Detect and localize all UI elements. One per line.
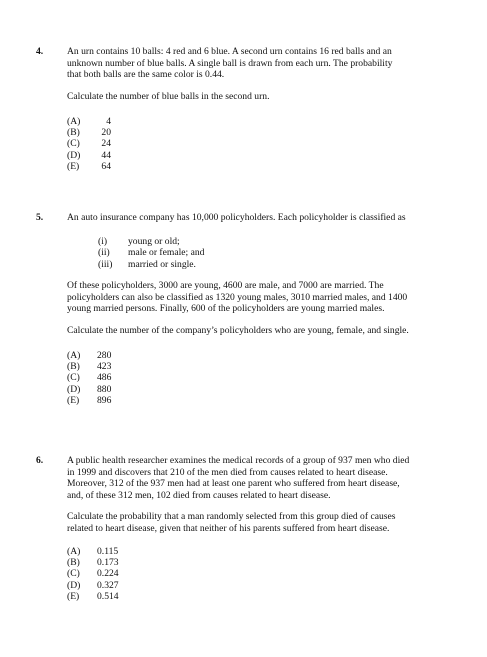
problem-body: [67, 455, 467, 602]
classification-item: [98, 259, 487, 271]
answer-choice[interactable]: [67, 350, 467, 361]
answer-choices: [67, 350, 467, 406]
question-line: Calculate the probability that a man randomly selected from this group died of causes: [67, 511, 396, 522]
choice-value: 423: [97, 361, 112, 373]
answer-choice[interactable]: [67, 546, 467, 557]
answer-choice[interactable]: [67, 568, 467, 579]
stem-line: unknown number of blue balls. A single ball is drawn from each urn. The probability: [67, 57, 393, 69]
classification-label: (ii): [98, 247, 110, 258]
classification-list: [98, 236, 487, 271]
stem-line: Moreover, 312 of the 937 men had at least one parent who suffered from heart disease,: [67, 478, 400, 489]
answer-choice[interactable]: [67, 116, 467, 127]
answer-choice[interactable]: [67, 138, 467, 149]
choice-label: (D): [67, 383, 81, 395]
choice-value: 4: [106, 116, 111, 127]
stem-line: Of these policyholders, 3000 are young, 4600 are male, and 7000 are married. The: [67, 280, 384, 291]
choice-label: (C): [67, 372, 80, 384]
classification-label: (i): [98, 235, 108, 247]
choice-label: (B): [67, 127, 80, 139]
problem-body: [67, 46, 467, 172]
choice-value: 0.115: [97, 546, 119, 557]
question-line: related to heart disease, given that neither of his parents suffered from heart disease.: [67, 522, 390, 534]
choice-label: (E): [67, 590, 80, 602]
choice-value: 896: [97, 394, 112, 406]
choice-label: (E): [67, 160, 80, 172]
choice-label: (A): [67, 350, 81, 361]
intro-line: An auto insurance company has 10,000 policyholders. Each policyholder is classified as: [67, 212, 406, 223]
choice-value: 880: [97, 383, 112, 395]
answer-choice[interactable]: [67, 161, 467, 172]
answer-choice[interactable]: [67, 591, 467, 602]
choice-value: 44: [101, 149, 111, 161]
answer-choice[interactable]: [67, 127, 467, 138]
stem-line: in 1999 and discovers that 210 of the men died from causes related to heart disease.: [67, 466, 388, 478]
choice-label: (A): [67, 546, 81, 557]
answer-choices: [67, 116, 467, 172]
choice-value: 0.514: [97, 590, 119, 602]
problem-stem: [67, 46, 467, 81]
classification-text: male or female; and: [128, 247, 205, 258]
choice-value: 24: [101, 138, 111, 150]
problem-question: [67, 325, 467, 337]
choice-value: 0.224: [97, 568, 119, 580]
problem-number: 4.: [36, 46, 44, 57]
choice-value: 20: [101, 127, 111, 139]
choice-value: 280: [97, 350, 112, 361]
answer-choice[interactable]: [67, 395, 467, 406]
problem-stem: [67, 280, 467, 315]
answer-choice[interactable]: [67, 557, 467, 568]
stem-line: and, of these 312 men, 102 died from causes related to heart disease.: [67, 489, 331, 501]
answer-choices: [67, 546, 467, 602]
choice-value: 0.327: [97, 579, 119, 591]
choice-label: (C): [67, 568, 80, 580]
problem-body: [67, 212, 467, 406]
answer-choice[interactable]: [67, 361, 467, 372]
problem-number: 6.: [36, 455, 44, 466]
problem-intro: [67, 212, 467, 224]
stem-line: A public health researcher examines the medical records of a group of 937 men who died: [67, 455, 410, 466]
classification-item: [98, 236, 487, 248]
answer-choice[interactable]: [67, 580, 467, 591]
problem-stem: [67, 455, 467, 501]
stem-line: An urn contains 10 balls: 4 red and 6 blue. A second urn contains 16 red balls and an: [67, 46, 392, 57]
answer-choice[interactable]: [67, 150, 467, 161]
choice-label: (D): [67, 149, 81, 161]
choice-value: 0.173: [97, 557, 119, 569]
classification-text: married or single.: [128, 258, 196, 270]
choice-label: (C): [67, 138, 80, 150]
choice-label: (A): [67, 116, 81, 127]
choice-value: 486: [97, 372, 112, 384]
problem-number: 5.: [36, 212, 44, 223]
classification-text: young or old;: [128, 235, 180, 247]
choice-label: (D): [67, 579, 81, 591]
choice-label: (B): [67, 557, 80, 569]
problem-question: [67, 511, 467, 534]
stem-line: that both balls are the same color is 0.44.: [67, 69, 225, 80]
choice-label: (E): [67, 394, 80, 406]
choice-label: (B): [67, 361, 80, 373]
classification-item: [98, 247, 487, 259]
question-line: Calculate the number of the company’s policyholders who are young, female, and single.: [67, 324, 409, 336]
answer-choice[interactable]: [67, 384, 467, 395]
choice-value: 64: [101, 160, 111, 172]
answer-choice[interactable]: [67, 372, 467, 383]
problem-question: Calculate the number of blue balls in the second urn.: [67, 90, 270, 102]
stem-line: young married persons. Finally, 600 of the policyholders are young married males.: [67, 303, 385, 314]
stem-line: policyholders can also be classified as 1320 young males, 3010 married males, and 1400: [67, 291, 408, 303]
classification-label: (iii): [98, 258, 113, 270]
